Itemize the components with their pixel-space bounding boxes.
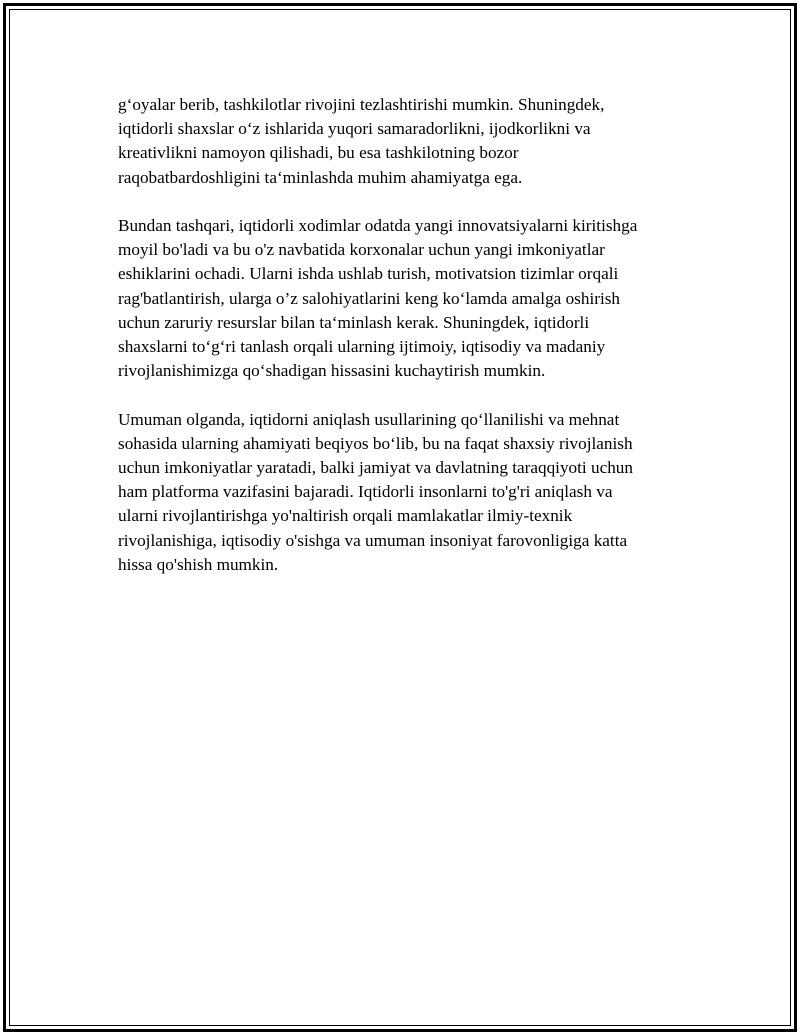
document-body [118, 93, 678, 601]
text-line: ham platforma vazifasini bajaradi. Iqtidorli insonlarni to'g'ri aniqlash va [118, 482, 613, 502]
text-line: raqobatbardoshligini ta‘minlashda muhim ahamiyatga ega. [118, 167, 523, 187]
text-line: hissa qo'shish mumkin. [118, 554, 279, 574]
text-line: sohasida ularning ahamiyati beqiyos bo‘lib, bu na faqat shaxsiy rivojlanish [118, 433, 633, 453]
text-line: rivojlanishiga, iqtisodiy o'sishga va umuman insoniyat farovonligiga katta [118, 530, 628, 550]
paragraph-1 [118, 93, 678, 190]
text-line: g‘oyalar berib, tashkilotlar rivojini tezlashtirishi mumkin. Shuningdek, [118, 95, 605, 114]
paragraph-2 [118, 214, 678, 383]
text-line: moyil bo'ladi va bu o'z navbatida korxonalar uchun yangi imkoniyatlar [118, 240, 605, 260]
text-line: iqtidorli shaxslar o‘z ishlarida yuqori samaradorlikni, ijodkorlikni va [118, 119, 591, 139]
text-line: kreativlikni namoyon qilishadi, bu esa tashkilotning bozor [118, 143, 519, 163]
text-line: ularni rivojlantirishga yo'naltirish orqali mamlakatlar ilmiy-texnik [118, 506, 573, 526]
text-line: eshiklarini ochadi. Ularni ishda ushlab turish, motivatsion tizimlar orqali [118, 264, 619, 284]
text-line: Umuman olganda, iqtidorni aniqlash usullarining qo‘llanilishi va mehnat [118, 409, 620, 429]
paragraph-3 [118, 408, 678, 577]
text-line: rivojlanishimizga qo‘shadigan hissasini kuchaytirish mumkin. [118, 361, 546, 381]
text-line: shaxslarni to‘g‘ri tanlash orqali ularning ijtimoiy, iqtisodiy va madaniy [118, 337, 606, 357]
text-line: rag'batlantirish, ularga o’z salohiyatlarini keng ko‘lamda amalga oshirish [118, 288, 621, 308]
text-line: uchun imkoniyatlar yaratadi, balki jamiyat va davlatning taraqqiyoti uchun [118, 458, 633, 478]
text-line: Bundan tashqari, iqtidorli xodimlar odatda yangi innovatsiyalarni kiritishga [118, 216, 638, 235]
text-line: uchun zaruriy resurslar bilan ta‘minlash kerak. Shuningdek, iqtidorli [118, 312, 590, 332]
